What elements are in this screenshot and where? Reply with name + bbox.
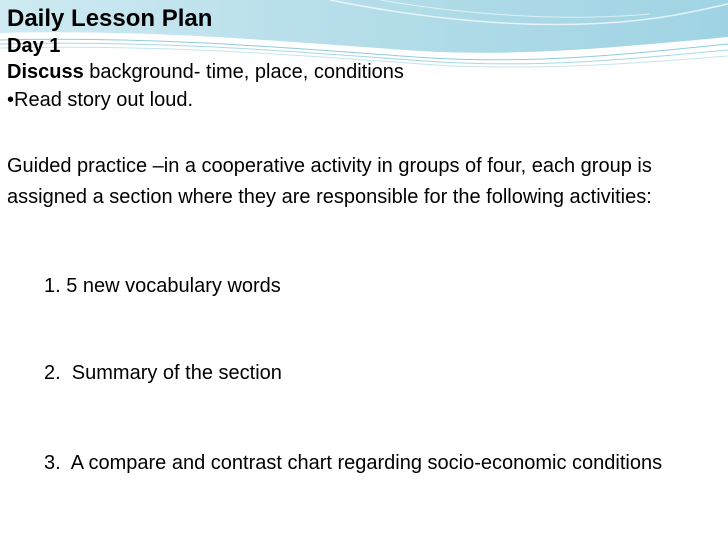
slide-content [7, 0, 722, 474]
discuss-text: background- time, place, conditions [83, 61, 404, 83]
activity-item-chart: 3. A compare and contrast chart regarding socio-economic conditions [44, 452, 663, 474]
activity-item-vocabulary: 1. 5 new vocabulary words [44, 275, 281, 297]
discuss-label: Discuss [7, 61, 84, 83]
activity-item-summary: 2. Summary of the section [44, 362, 282, 384]
bullet-read-story: •Read story out loud. [7, 89, 193, 111]
discuss-line [7, 58, 722, 86]
slide-title: Daily Lesson Plan [7, 5, 213, 32]
guided-practice-paragraph: Guided practice –in a cooperative activity in groups of four, each group is assigned a section where they are responsible for the following activities: [7, 155, 652, 208]
day-label: Day 1 [7, 35, 61, 57]
